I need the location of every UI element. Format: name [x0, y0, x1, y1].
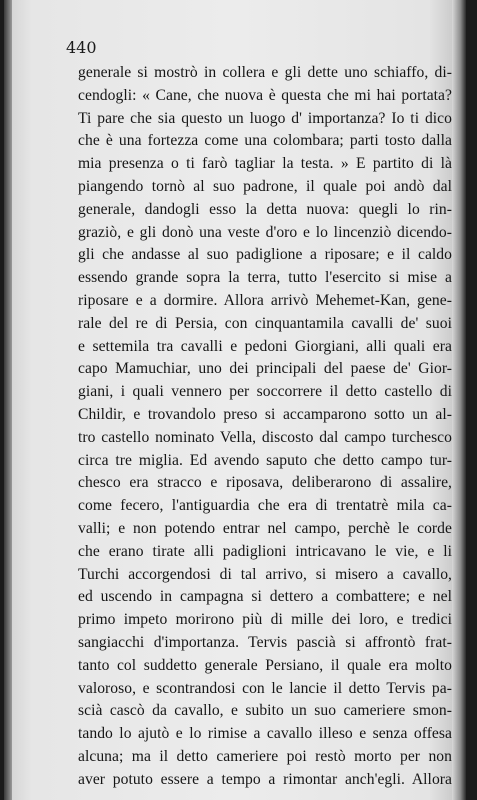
page-number: 440	[66, 38, 97, 57]
text-line: Turchi accorgendosi di tal arrivo, si misero a cavallo,	[78, 565, 452, 583]
text-line: Childir, e trovandolo preso si accamparono sotto un al-	[78, 405, 452, 423]
text-line: e settemila tra cavalli e pedoni Giorgiani, alli quali era	[78, 337, 452, 355]
page-left-shadow	[4, 0, 12, 800]
text-line: cendogli: « Cane, che nuova è questa che mi hai portata?	[78, 86, 452, 104]
text-line: tanto col suddetto generale Persiano, il quale era molto	[78, 656, 452, 674]
book-page	[4, 0, 466, 800]
text-line: tro castello nominato Vella, discosto dal campo turchesco	[78, 428, 452, 446]
text-line: scià cascò da cavallo, e subito un suo cameriere smon-	[78, 702, 452, 720]
text-line: circa tre miglia. Ed avendo saputo che detto campo tur-	[78, 451, 452, 469]
text-line: valli; e non potendo entrar nel campo, perchè le corde	[78, 519, 452, 537]
text-line: chesco era stracco e riposava, deliberarono di assalire,	[78, 474, 452, 492]
text-line: generale, dandogli esso la detta nuova: quegli lo rin-	[78, 200, 452, 218]
page-right-shadow	[452, 0, 466, 800]
text-line: graziò, e gli donò una veste d'oro e lo lincenziò dicendo-	[78, 223, 452, 241]
text-line: riposare e a dormire. Allora arrivò Mehemet-Kan, gene-	[78, 291, 452, 309]
text-line: generale si mostrò in collera e gli dette uno schiaffo, di-	[78, 64, 452, 81]
text-line: Ti pare che sia questo un luogo d' importanza? Io ti dico	[78, 109, 452, 127]
text-line: aver potuto essere a tempo a rimontar anch'egli. Allora	[78, 770, 452, 788]
text-line: che erano tirate alli padiglioni intricavano le vie, e li	[78, 542, 452, 560]
text-line: piangendo tornò al suo padrone, il quale poi andò dal	[78, 177, 452, 195]
text-line: ed uscendo in campagna si dettero a combattere; e nel	[78, 588, 452, 606]
text-line: che è una fortezza come una colombara; parti tosto dalla	[78, 132, 452, 150]
text-line: mia presenza o ti farò tagliar la testa. » E partito di là	[78, 155, 452, 173]
text-line: sangiacchi d'importanza. Tervis pascià si affrontò frat-	[78, 633, 452, 651]
text-line: capo Mamuchiar, uno dei principali del paese de' Gior-	[78, 360, 452, 378]
text-line: valoroso, e scontrandosi con le lancie il detto Tervis pa-	[78, 679, 452, 697]
text-line: tando lo ajutò e lo rimise a cavallo illeso e senza offesa	[78, 725, 452, 743]
text-line: essendo grande sopra la terra, tutto l'esercito si mise a	[78, 269, 452, 287]
text-line: gli che andasse al suo padiglione a riposare; e il caldo	[78, 246, 452, 264]
text-line: giani, i quali vennero per soccorrere il detto castello di	[78, 383, 452, 401]
body-text	[78, 62, 452, 792]
text-line: alcuna; ma il detto cameriere poi restò morto per non	[78, 747, 452, 765]
text-line: rale del re di Persia, con cinquantamila cavalli de' suoi	[78, 314, 452, 332]
text-line: come fecero, l'antiguardia che era di trentatrè mila ca-	[78, 497, 452, 515]
text-line: primo impeto morirono più di mille dei loro, e tredici	[78, 611, 452, 629]
